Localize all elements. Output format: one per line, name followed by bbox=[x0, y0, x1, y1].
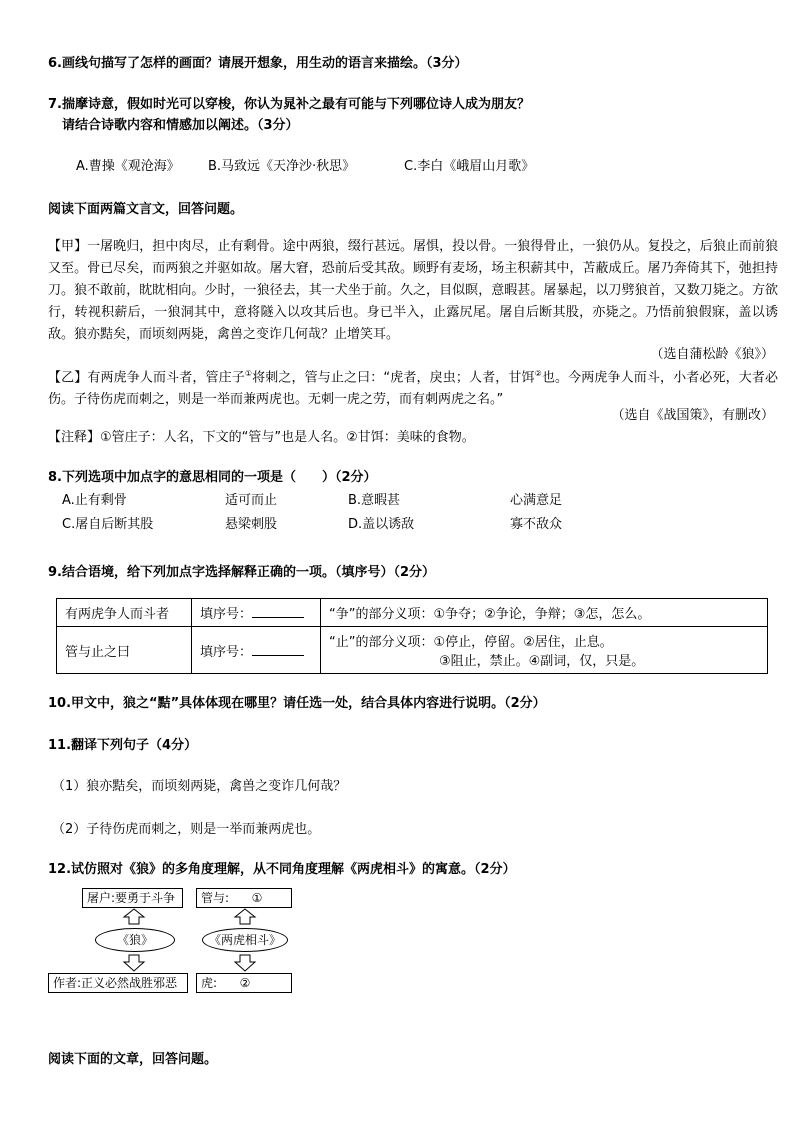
question-11: 11.翻译下列句子（4分） bbox=[48, 738, 198, 753]
q8-option-d1: D.盖以诱敌 bbox=[348, 517, 415, 532]
q8-option-a2: 适可而止 bbox=[225, 493, 278, 508]
question-10: 10.甲文中，狼之“黠”具体体现在哪里？请任选一处，结合具体内容进行说明。（2分） bbox=[48, 696, 546, 711]
q9-row2-sentence: 管与止之曰 bbox=[57, 627, 192, 674]
q8-option-c2: 悬梁刺股 bbox=[225, 517, 278, 532]
q9-row1-blank[interactable] bbox=[252, 605, 304, 618]
q11-sentence-2: （2）子待伤虎而刺之，则是一举而兼两虎也。 bbox=[52, 822, 321, 837]
question-7-option-c: C.李白《峨眉山月歌》 bbox=[404, 159, 535, 174]
question-7-line2: 请结合诗歌内容和情感加以阐述。（3分） bbox=[62, 118, 299, 133]
passage-jia: 【甲】一屠晚归，担中肉尽，止有剩骨。途中两狼，缀行甚远。屠惧，投以骨。一狼得骨止，一狼仍从。复投之，后狼止而前狼又至。骨已尽矣，而两狼之并驱如故。屠大窘，恐前后受其敌。顾野有麦场，场主积薪其中，苫蔽成丘。屠乃奔倚其下，弛担持刀。狼不敢前，眈眈相向。少时，一狼径去，其一犬坐于前。久之，目似瞑，意暇甚。屠暴起，以刀劈狼首，又数刀毙之。方欲行，转视积薪后，一狼洞其中，意将隧入以攻其后也。身已半入，止露尻尾。屠自后断其股，亦毙之。乃悟前狼假寐，盖以诱敌。狼亦黠矣，而顷刻两毙，禽兽之变诈几何哉？止增笑耳。 bbox=[48, 239, 778, 342]
q9-row1-fill: 填序号： bbox=[192, 599, 321, 627]
question-8: 8.下列选项中加点字的意思相同的一项是（ ）（2分） bbox=[48, 470, 377, 485]
q9-row2-fill: 填序号： bbox=[192, 627, 321, 674]
q11-sentence-1: （1）狼亦黠矣，而顷刻两毙，禽兽之变诈几何哉？ bbox=[52, 779, 347, 794]
question-7-option-a: A.曹操《观沧海》 bbox=[76, 159, 180, 174]
question-6: 6.画线句描写了怎样的画面？请展开想象，用生动的语言来描绘。（3分） bbox=[48, 56, 468, 71]
question-7-option-b: B.马致远《天净沙·秋思》 bbox=[208, 159, 356, 174]
box-author: 作者:正义必然战胜邪恶 bbox=[48, 973, 188, 993]
arrow-down-hu bbox=[235, 955, 255, 971]
blank-2[interactable]: ② bbox=[217, 974, 273, 993]
ellipse-hu: 《两虎相斗》 bbox=[202, 928, 288, 952]
closing-intro: 阅读下面的文章，回答问题。 bbox=[48, 1052, 218, 1067]
q9-table bbox=[56, 598, 768, 674]
q9-row1-sentence: 有两虎争人而斗者 bbox=[57, 599, 192, 627]
notes: 【注释】①管庄子：人名，下文的“管与”也是人名。②甘饵：美味的食物。 bbox=[48, 430, 475, 445]
arrow-down-lang bbox=[124, 955, 144, 971]
q9-row2-meaning: “止”的部分义项：①停止，停留。②居住，止息。 ③阻止，禁止。④副词，仅，只是。 bbox=[321, 627, 768, 674]
passage-yi: 【乙】有两虎争人而斗者，管庄子①将刺之，管与止之曰：“虎者，戾虫；人者，甘饵②也。今两虎争人而斗，小者必死，大者必伤。子待伤虎而刺之，则是一举而兼两虎也。无刺一虎之劳，而有刺两虎之名。” bbox=[48, 369, 778, 408]
box-hu: 虎: ② bbox=[196, 973, 292, 993]
box-tuhu: 屠户:要勇于斗争 bbox=[82, 888, 183, 908]
source-yi: （选自《战国策》，有删改） bbox=[611, 408, 774, 423]
q9-row1-meaning: “争”的部分义项：①争夺；②争论，争辩；③怎，怎么。 bbox=[321, 599, 768, 627]
ellipse-lang: 《狼》 bbox=[95, 928, 175, 952]
question-12: 12.试仿照对《狼》的多角度理解，从不同角度理解《两虎相斗》的寓意。（2分） bbox=[48, 862, 516, 877]
blank-1[interactable]: ① bbox=[229, 889, 285, 908]
arrow-up-lang bbox=[124, 909, 144, 924]
box-guanyu: 管与: ① bbox=[196, 888, 292, 908]
arrow-up-hu bbox=[235, 909, 255, 924]
question-7-line1: 7.揣摩诗意，假如时光可以穿梭，你认为晁补之最有可能与下列哪位诗人成为朋友？ bbox=[48, 97, 530, 112]
q8-option-b1: B.意暇甚 bbox=[348, 493, 401, 508]
question-9: 9.结合语境，给下列加点字选择解释正确的一项。（填序号）（2分） bbox=[48, 565, 436, 580]
q9-row2-blank[interactable] bbox=[252, 643, 304, 656]
q8-option-c1: C.屠自后断其股 bbox=[62, 517, 154, 532]
q8-option-d2: 寡不敌众 bbox=[510, 517, 563, 532]
q8-option-b2: 心满意足 bbox=[510, 493, 563, 508]
q8-option-a1: A.止有剩骨 bbox=[62, 493, 127, 508]
section-intro: 阅读下面两篇文言文，回答问题。 bbox=[48, 202, 244, 217]
source-jia: （选自蒲松龄《狼》） bbox=[650, 347, 774, 362]
